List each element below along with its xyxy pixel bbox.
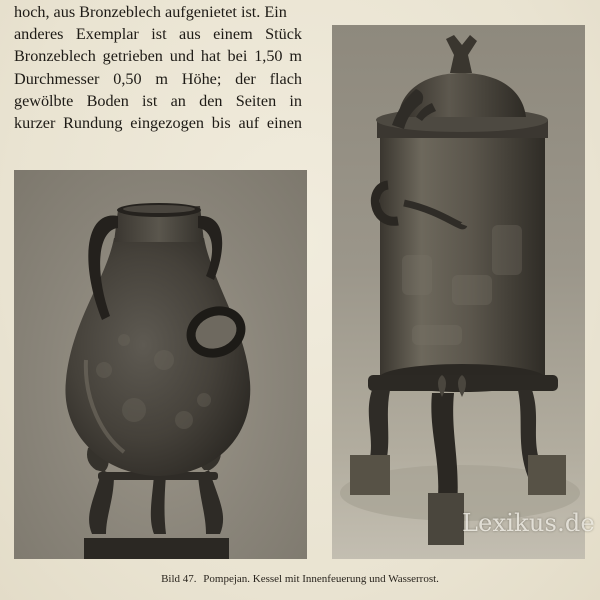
text-line: anderes Exemplar ist aus einem Stück	[14, 25, 302, 44]
figure-caption	[0, 573, 600, 585]
left-photo-plate	[14, 170, 307, 559]
text-line: Bronzeblech getrieben und hat bei 1,50 m	[14, 47, 302, 66]
text-line: gewölbte Boden ist an den Seiten in	[14, 91, 302, 110]
text-line: kurzer Rundung eingezogen bis auf einen	[14, 113, 302, 132]
text-line: Durchmesser 0,50 m Höhe; der flach	[14, 69, 302, 88]
plinth	[84, 538, 229, 559]
water-heater-image	[332, 25, 585, 559]
text-line: hoch, aus Bronzeblech aufgenietet ist. Ein	[14, 3, 287, 21]
lid-finial	[446, 35, 477, 73]
caption-label: Bild 47.	[161, 573, 197, 585]
body-text	[14, 1, 302, 134]
caption-text: Pompejan. Kessel mit Innenfeuerung und Wasserrost.	[203, 573, 439, 585]
right-photo-plate	[332, 25, 585, 559]
watermark-logo: Lexikus.de	[462, 509, 595, 537]
amphora-vessel-image	[14, 170, 307, 559]
